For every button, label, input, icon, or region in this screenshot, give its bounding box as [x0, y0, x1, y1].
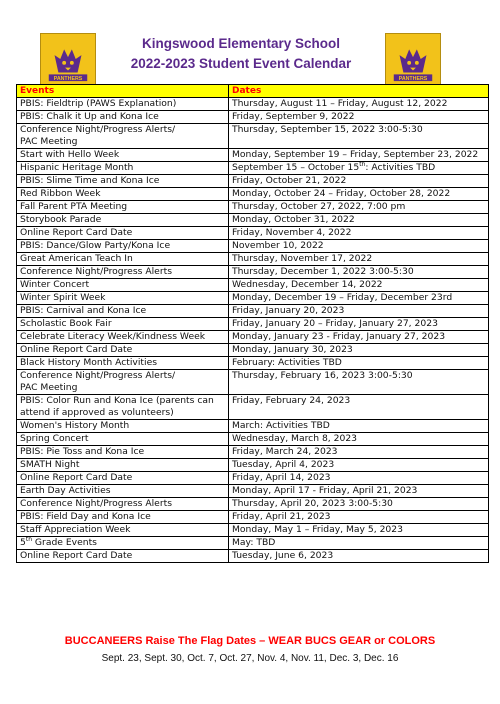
event-cell: Winter Spirit Week	[17, 292, 229, 305]
date-cell: Thursday, August 11 – Friday, August 12, 2022	[229, 98, 489, 111]
date-cell: Wednesday, December 14, 2022	[229, 279, 489, 292]
event-cell: Storybook Parade	[17, 214, 229, 227]
date-cell: Thursday, April 20, 2023 3:00-5:30	[229, 498, 489, 511]
table-header-row	[17, 85, 489, 98]
date-cell: Thursday, December 1, 2022 3:00-5:30	[229, 266, 489, 279]
date-cell: Monday, September 19 – Friday, September 23, 2022	[229, 149, 489, 162]
table-row	[17, 370, 489, 395]
table-row	[17, 485, 489, 498]
events-table-body	[17, 98, 489, 563]
event-cell: Hispanic Heritage Month	[17, 162, 229, 175]
table-row	[17, 550, 489, 563]
table-row	[17, 111, 489, 124]
table-row	[17, 188, 489, 201]
event-cell: Red Ribbon Week	[17, 188, 229, 201]
date-cell: Tuesday, April 4, 2023	[229, 459, 489, 472]
table-row	[17, 162, 489, 175]
event-cell: Online Report Card Date	[17, 344, 229, 357]
date-cell: Tuesday, June 6, 2023	[229, 550, 489, 563]
event-cell: Women's History Month	[17, 420, 229, 433]
event-cell: PBIS: Field Day and Kona Ice	[17, 511, 229, 524]
date-cell: Friday, April 21, 2023	[229, 511, 489, 524]
date-cell: Friday, April 14, 2023	[229, 472, 489, 485]
table-row	[17, 214, 489, 227]
event-text: 5	[20, 537, 26, 548]
date-cell: Friday, September 9, 2022	[229, 111, 489, 124]
event-cell: PBIS: Carnival and Kona Ice	[17, 305, 229, 318]
table-row	[17, 149, 489, 162]
date-cell: Thursday, February 16, 2023 3:00-5:30	[229, 370, 489, 395]
event-cell: Conference Night/Progress Alerts/ PAC Meeting	[17, 124, 229, 149]
table-row	[17, 266, 489, 279]
table-row	[17, 344, 489, 357]
event-cell: Online Report Card Date	[17, 227, 229, 240]
date-cell: Friday, January 20 – Friday, January 27, 2023	[229, 318, 489, 331]
date-superscript: th	[359, 161, 366, 168]
event-cell: Winter Concert	[17, 279, 229, 292]
date-cell: Thursday, November 17, 2022	[229, 253, 489, 266]
event-cell: Online Report Card Date	[17, 472, 229, 485]
table-row	[17, 537, 489, 550]
date-cell: Monday, January 23 - Friday, January 27, 2023	[229, 331, 489, 344]
event-cell	[17, 537, 229, 550]
date-cell: Monday, October 24 – Friday, October 28, 2022	[229, 188, 489, 201]
date-cell: Friday, February 24, 2023	[229, 395, 489, 420]
event-cell: PBIS: Color Run and Kona Ice (parents can attend if approved as volunteers)	[17, 395, 229, 420]
date-cell: Wednesday, March 8, 2023	[229, 433, 489, 446]
table-row	[17, 498, 489, 511]
table-row	[17, 240, 489, 253]
event-cell: SMATH Night	[17, 459, 229, 472]
table-row	[17, 124, 489, 149]
date-cell: Monday, April 17 - Friday, April 21, 2023	[229, 485, 489, 498]
event-cell: Spring Concert	[17, 433, 229, 446]
table-row	[17, 511, 489, 524]
bucs-dates: Sept. 23, Sept. 30, Oct. 7, Oct. 27, Nov. 4, Nov. 11, Dec. 3, Dec. 16	[101, 653, 399, 664]
event-cell: Conference Night/Progress Alerts	[17, 266, 229, 279]
table-row	[17, 524, 489, 537]
table-row	[17, 175, 489, 188]
calendar-title: 2022-2023 Student Event Calendar	[130, 56, 352, 71]
event-cell: Black History Month Activities	[17, 357, 229, 370]
panthers-logo-right	[385, 33, 441, 85]
event-cell: Conference Night/Progress Alerts/ PAC Meeting	[17, 370, 229, 395]
bucs-banner: BUCCANEERS Raise The Flag Dates – WEAR BUCS GEAR or COLORS	[64, 635, 436, 647]
date-cell: Monday, January 30, 2023	[229, 344, 489, 357]
date-cell: Friday, January 20, 2023	[229, 305, 489, 318]
date-cell: Monday, October 31, 2022	[229, 214, 489, 227]
table-row	[17, 227, 489, 240]
date-cell: Monday, May 1 – Friday, May 5, 2023	[229, 524, 489, 537]
svg-text:PANTHERS: PANTHERS	[53, 75, 83, 82]
date-cell: November 10, 2022	[229, 240, 489, 253]
event-cell: Start with Hello Week	[17, 149, 229, 162]
event-cell: Conference Night/Progress Alerts	[17, 498, 229, 511]
event-cell: PBIS: Dance/Glow Party/Kona Ice	[17, 240, 229, 253]
date-cell: Friday, November 4, 2022	[229, 227, 489, 240]
event-cell: PBIS: Fieldtrip (PAWS Explanation)	[17, 98, 229, 111]
date-cell: February: Activities TBD	[229, 357, 489, 370]
event-cell: PBIS: Pie Toss and Kona Ice	[17, 446, 229, 459]
table-row	[17, 305, 489, 318]
panther-mascot-icon	[386, 34, 440, 84]
table-row	[17, 420, 489, 433]
date-cell: Thursday, September 15, 2022 3:00-5:30	[229, 124, 489, 149]
date-text: September 15 – October 15	[232, 162, 360, 173]
event-cell: Earth Day Activities	[17, 485, 229, 498]
table-row	[17, 331, 489, 344]
table-row	[17, 253, 489, 266]
event-cell: Fall Parent PTA Meeting	[17, 201, 229, 214]
table-row	[17, 472, 489, 485]
date-cell: Monday, December 19 – Friday, December 23rd	[229, 292, 489, 305]
table-row	[17, 433, 489, 446]
title-block	[100, 34, 382, 74]
table-row	[17, 395, 489, 420]
date-cell: Friday, October 21, 2022	[229, 175, 489, 188]
date-cell	[229, 162, 489, 175]
panthers-logo-left	[40, 33, 96, 85]
event-cell: Scholastic Book Fair	[17, 318, 229, 331]
date-text: : Activities TBD	[365, 162, 436, 173]
svg-text:PANTHERS: PANTHERS	[398, 75, 428, 82]
event-cell: PBIS: Slime Time and Kona Ice	[17, 175, 229, 188]
school-name: Kingswood Elementary School	[141, 36, 341, 51]
date-cell: March: Activities TBD	[229, 420, 489, 433]
dates-column-header: Dates	[229, 85, 489, 98]
table-row	[17, 446, 489, 459]
events-column-header: Events	[17, 85, 229, 98]
date-cell: Friday, March 24, 2023	[229, 446, 489, 459]
event-superscript: th	[25, 536, 33, 543]
event-cell: PBIS: Chalk it Up and Kona Ice	[17, 111, 229, 124]
events-table	[16, 84, 489, 563]
table-row	[17, 201, 489, 214]
table-row	[17, 292, 489, 305]
event-text: Grade Events	[32, 537, 97, 548]
table-row	[17, 98, 489, 111]
date-cell: May: TBD	[229, 537, 489, 550]
table-row	[17, 279, 489, 292]
event-cell: Great American Teach In	[17, 253, 229, 266]
event-cell: Celebrate Literacy Week/Kindness Week	[17, 331, 229, 344]
table-row	[17, 459, 489, 472]
event-cell: Online Report Card Date	[17, 550, 229, 563]
table-row	[17, 318, 489, 331]
event-cell: Staff Appreciation Week	[17, 524, 229, 537]
date-cell: Thursday, October 27, 2022, 7:00 pm	[229, 201, 489, 214]
table-row	[17, 357, 489, 370]
panther-mascot-icon	[41, 34, 95, 84]
